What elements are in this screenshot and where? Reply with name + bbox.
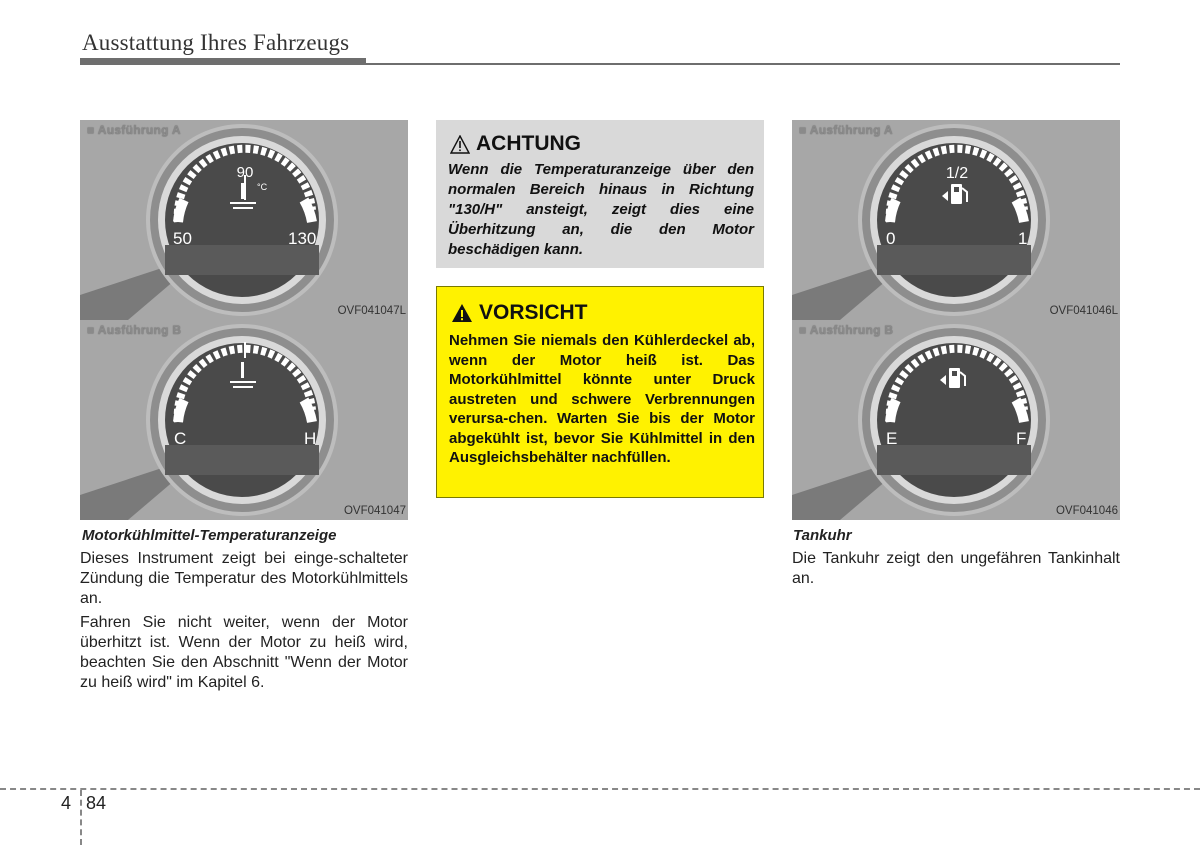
header-rule-thin xyxy=(366,63,1120,65)
footer-rule xyxy=(0,788,1200,790)
gauge-a-max: 130 xyxy=(288,229,317,248)
vorsicht-text: Nehmen Sie niemals den Kühlerdeckel ab, wenn der Motor heiß ist. Das Motorkühlmittel könnte unter Druck austreten und schwere Verbrennungen verursa-chen. Warten Sie bis der Motor abgekühlt ist, bevor Sie Kühlmittel in den Ausgleichsbehälter nachfüllen. xyxy=(449,332,755,466)
fuel-gauge-a-mid: 1/2 xyxy=(945,165,969,182)
gauge-b-min: C xyxy=(174,429,187,448)
warning-icon xyxy=(450,135,470,154)
variant-label-a: ■ Ausführung A xyxy=(87,123,181,137)
coolant-gauge-b-image xyxy=(80,320,408,520)
coolant-caption-title: Motorkühlmittel-Temperaturanzeige xyxy=(82,527,337,544)
gauge-a-min: 50 xyxy=(173,229,192,248)
coolant-description xyxy=(80,549,408,697)
vorsicht-notice xyxy=(436,286,764,498)
coolant-gauge-a-image xyxy=(80,120,408,320)
achtung-notice xyxy=(436,120,764,268)
header-rule-thick xyxy=(80,58,366,65)
image-code: OVF041046 xyxy=(1055,505,1118,517)
paragraph: Die Tankuhr zeigt den ungefähren Tankinhalt an. xyxy=(792,550,1120,587)
page-number: 84 xyxy=(86,793,107,813)
achtung-text: Wenn die Temperaturanzeige über den normalen Bereich hinaus in Richtung "130/H" ansteigt, zeigt dies eine Überhitzung an, die den Motor beschädigen kann. xyxy=(448,161,754,258)
chapter-number: 4 xyxy=(61,793,72,813)
page-header-title: Ausstattung Ihres Fahrzeugs xyxy=(82,30,350,55)
image-code: OVF041046L xyxy=(1049,305,1118,317)
variant-label-b: ■ Ausführung B xyxy=(799,323,894,337)
fuel-gauge-b-max: F xyxy=(1016,429,1027,448)
gauge-b-max: H xyxy=(304,429,317,448)
fuel-gauge-a-image xyxy=(792,120,1120,320)
paragraph: Dieses Instrument zeigt bei einge-schalteter Zündung die Temperatur des Motorkühlmittels an. xyxy=(80,550,408,607)
fuel-gauge-b-image xyxy=(792,320,1120,520)
fuel-caption-title: Tankuhr xyxy=(793,527,852,544)
fuel-description xyxy=(792,549,1120,593)
fuel-gauge-a-min: 0 xyxy=(886,229,896,248)
image-code: OVF041047 xyxy=(343,505,406,517)
caution-icon xyxy=(451,303,473,323)
vorsicht-heading xyxy=(451,301,588,325)
fuel-gauge-a-max: 1 xyxy=(1018,229,1028,248)
footer-divider xyxy=(80,790,82,845)
fuel-gauge-b-min: E xyxy=(886,429,898,448)
gauge-a-unit: °C xyxy=(257,182,268,192)
variant-label-b: ■ Ausführung B xyxy=(87,323,182,337)
gauge-a-top-value: 90 xyxy=(236,164,254,181)
achtung-heading xyxy=(450,132,581,156)
paragraph: Fahren Sie nicht weiter, wenn der Motor überhitzt ist. Wenn der Motor zu heiß wird, beachten Sie den Abschnitt "Wenn der Motor zu heiß wird" im Kapitel 6. xyxy=(80,614,408,691)
achtung-title: ACHTUNG xyxy=(476,132,581,155)
image-code: OVF041047L xyxy=(337,305,406,317)
variant-label-a: ■ Ausführung A xyxy=(799,123,893,137)
vorsicht-title: VORSICHT xyxy=(479,301,588,324)
